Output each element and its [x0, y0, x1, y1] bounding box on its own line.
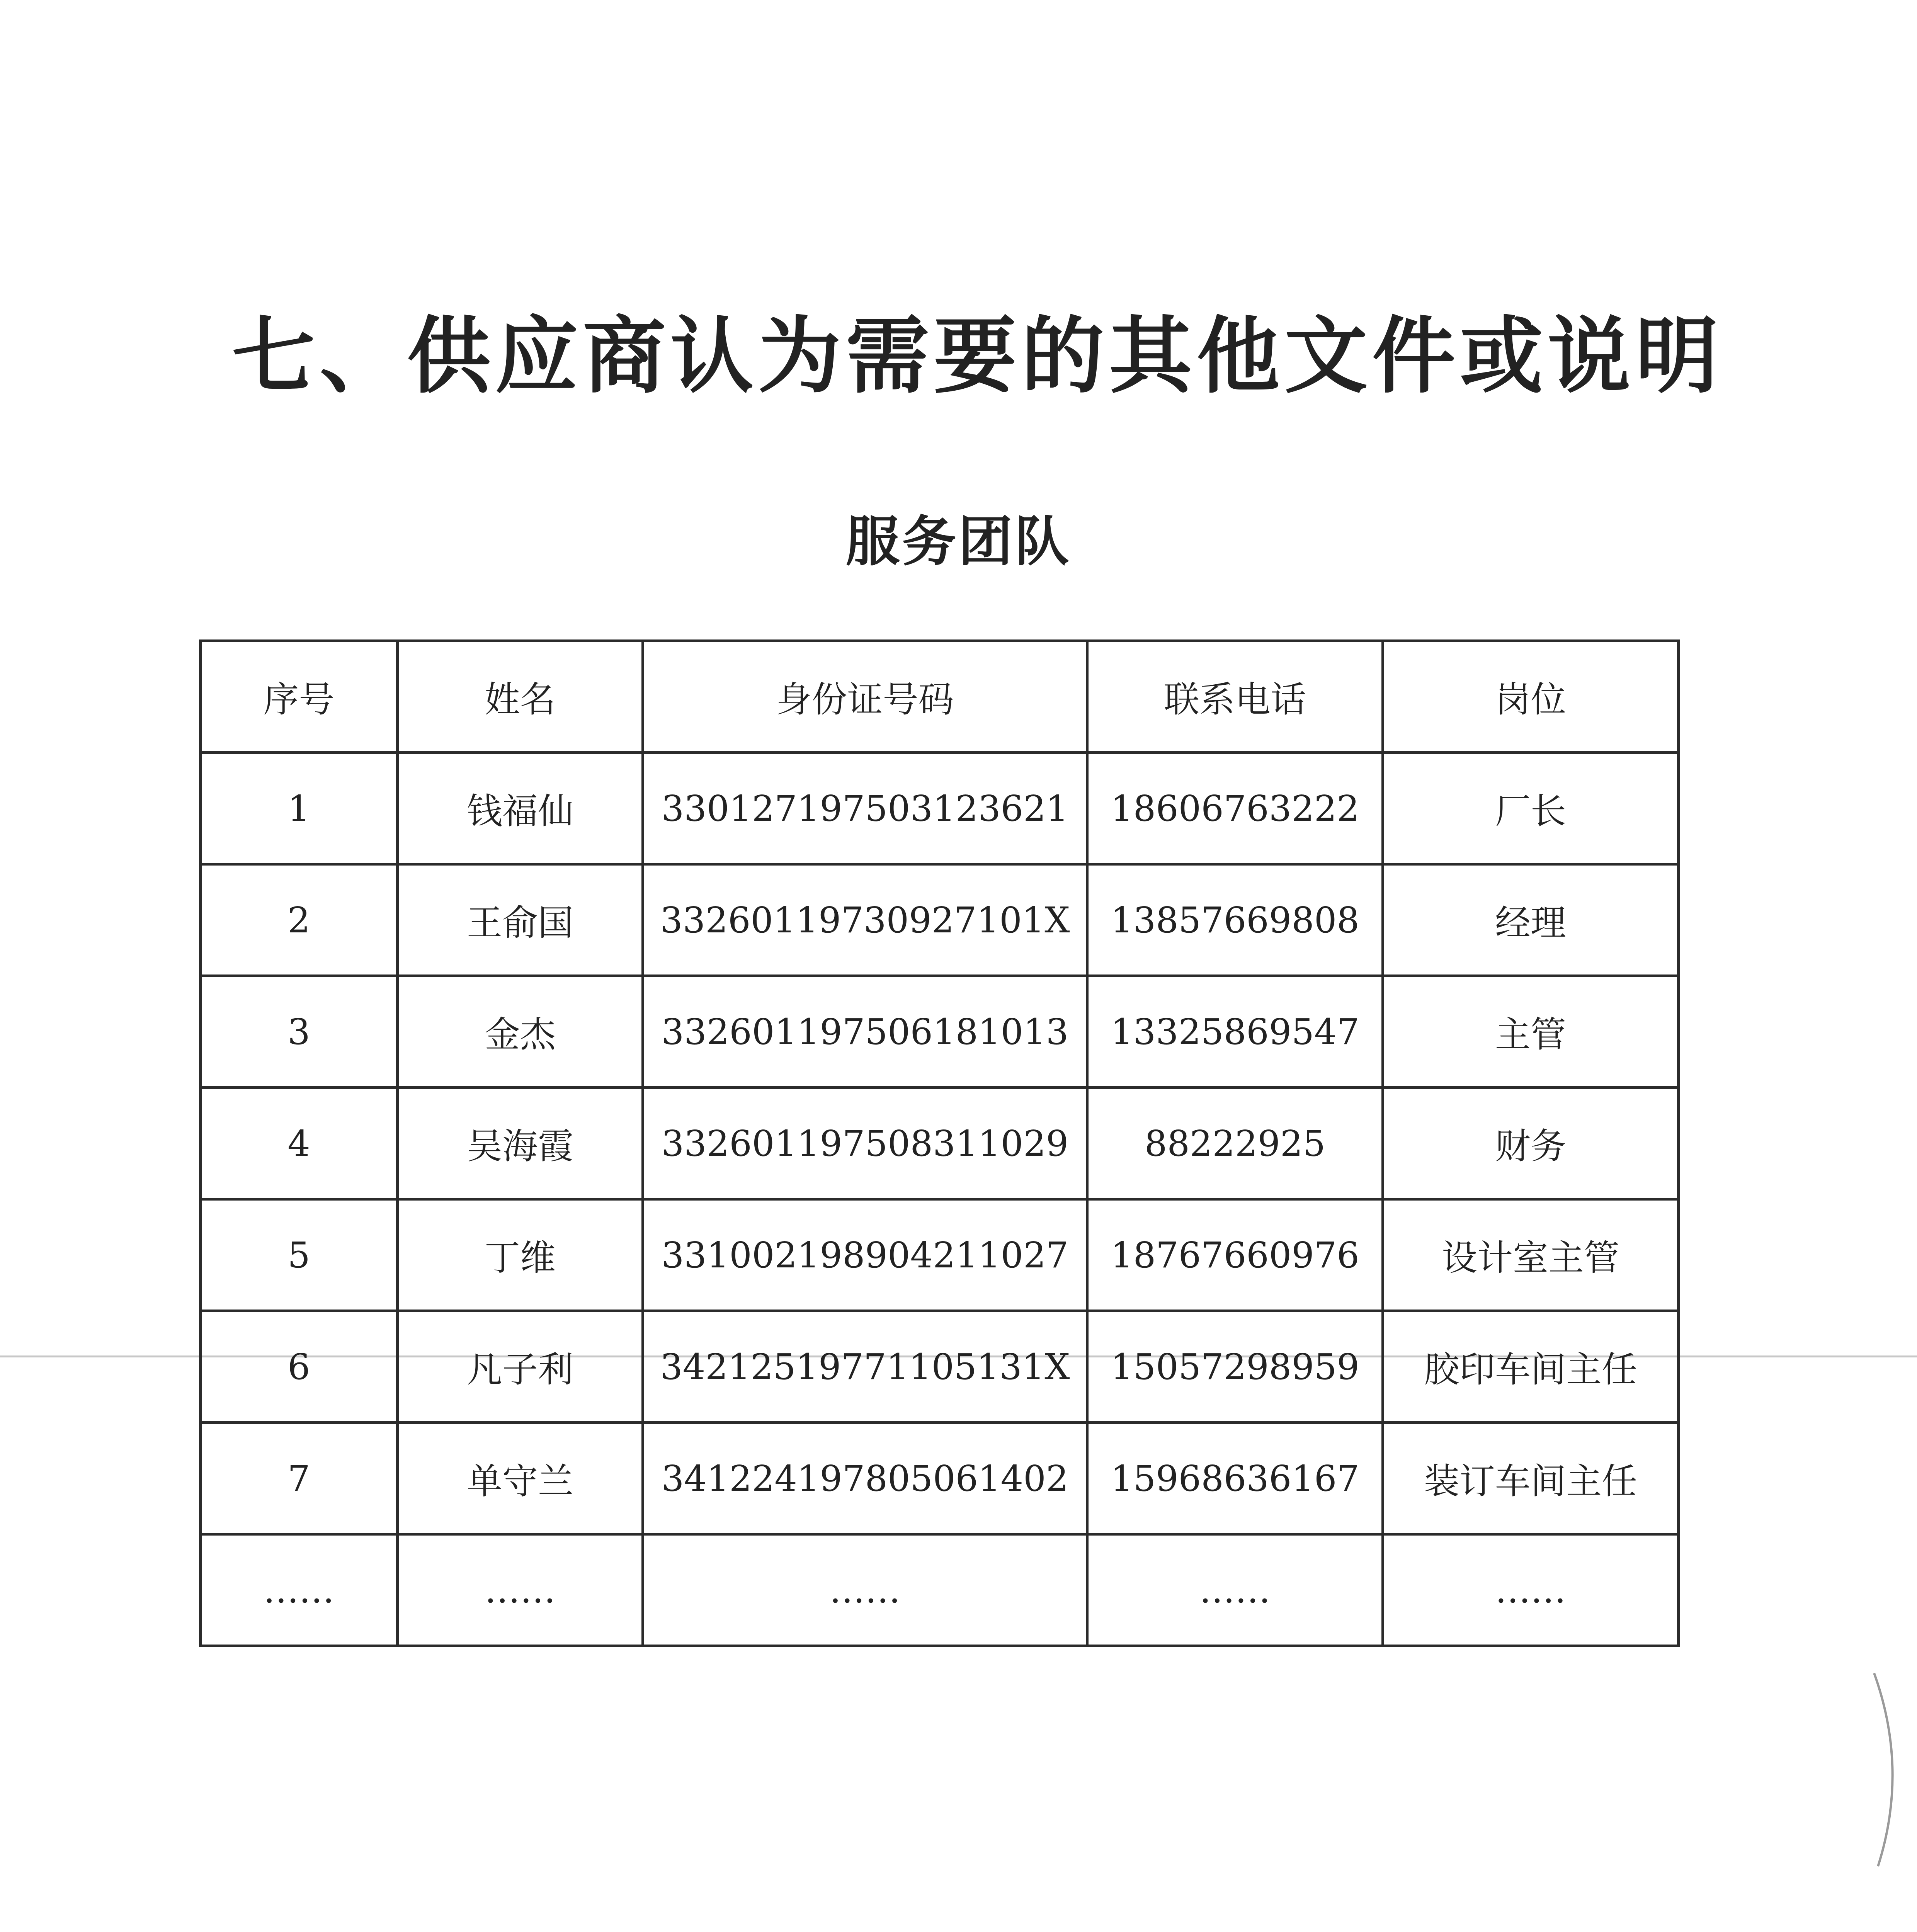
table-row — [201, 1199, 1679, 1311]
table-cell: …… — [1383, 1534, 1679, 1646]
table-cell: 财务 — [1383, 1088, 1679, 1199]
table-header-cell: 姓名 — [398, 641, 643, 753]
table-cell: …… — [201, 1534, 398, 1646]
table-cell: 332601197508311029 — [643, 1088, 1087, 1199]
table-row — [201, 1423, 1679, 1534]
table-cell: 88222925 — [1087, 1088, 1383, 1199]
table-cell: 钱福仙 — [398, 753, 643, 864]
table-cell: 丁维 — [398, 1199, 643, 1311]
table-cell: 18767660976 — [1087, 1199, 1383, 1311]
table-cell: 13325869547 — [1087, 976, 1383, 1088]
table-cell: 单守兰 — [398, 1423, 643, 1534]
table-header-cell: 联系电话 — [1087, 641, 1383, 753]
table-cell: 15057298959 — [1087, 1311, 1383, 1423]
scan-edge-mark — [1866, 1669, 1913, 1870]
table-cell: 34212519771105131X — [643, 1311, 1087, 1423]
table-cell: 341224197805061402 — [643, 1423, 1087, 1534]
table-row — [201, 1088, 1679, 1199]
table-header-cell: 身份证号码 — [643, 641, 1087, 753]
table-cell: 4 — [201, 1088, 398, 1199]
table-cell: 5 — [201, 1199, 398, 1311]
table-cell: 吴海霞 — [398, 1088, 643, 1199]
table-row — [201, 753, 1679, 864]
table-cell: 胶印车间主任 — [1383, 1311, 1679, 1423]
table-cell: 金杰 — [398, 976, 643, 1088]
table-header-cell: 序号 — [201, 641, 398, 753]
table-cell: 装订车间主任 — [1383, 1423, 1679, 1534]
table-row — [201, 1534, 1679, 1646]
table-cell: 6 — [201, 1311, 398, 1423]
table-row — [201, 976, 1679, 1088]
table-cell: 18606763222 — [1087, 753, 1383, 864]
table-cell: 33260119730927101X — [643, 864, 1087, 976]
table-cell: 厂长 — [1383, 753, 1679, 864]
service-team-table — [199, 639, 1680, 1647]
table-cell: …… — [398, 1534, 643, 1646]
section-title: 七、供应商认为需要的其他文件或说明 — [232, 308, 1723, 405]
table-cell: 7 — [201, 1423, 398, 1534]
table-cell: 凡子利 — [398, 1311, 643, 1423]
table-cell: 设计室主管 — [1383, 1199, 1679, 1311]
table-header-row — [201, 641, 1679, 753]
table-cell: 13857669808 — [1087, 864, 1383, 976]
table-cell: 1 — [201, 753, 398, 864]
table-cell: …… — [1087, 1534, 1383, 1646]
table-cell: …… — [643, 1534, 1087, 1646]
table-cell: 331002198904211027 — [643, 1199, 1087, 1311]
table-header-cell: 岗位 — [1383, 641, 1679, 753]
table-row — [201, 1311, 1679, 1423]
table-cell: 经理 — [1383, 864, 1679, 976]
table-row — [201, 864, 1679, 976]
table-cell: 王俞国 — [398, 864, 643, 976]
table-cell: 330127197503123621 — [643, 753, 1087, 864]
table-cell: 3 — [201, 976, 398, 1088]
table-cell: 2 — [201, 864, 398, 976]
table-body — [201, 641, 1679, 1646]
table-cell: 主管 — [1383, 976, 1679, 1088]
table-cell: 15968636167 — [1087, 1423, 1383, 1534]
table-cell: 332601197506181013 — [643, 976, 1087, 1088]
table-title: 服务团队 — [845, 510, 1072, 573]
